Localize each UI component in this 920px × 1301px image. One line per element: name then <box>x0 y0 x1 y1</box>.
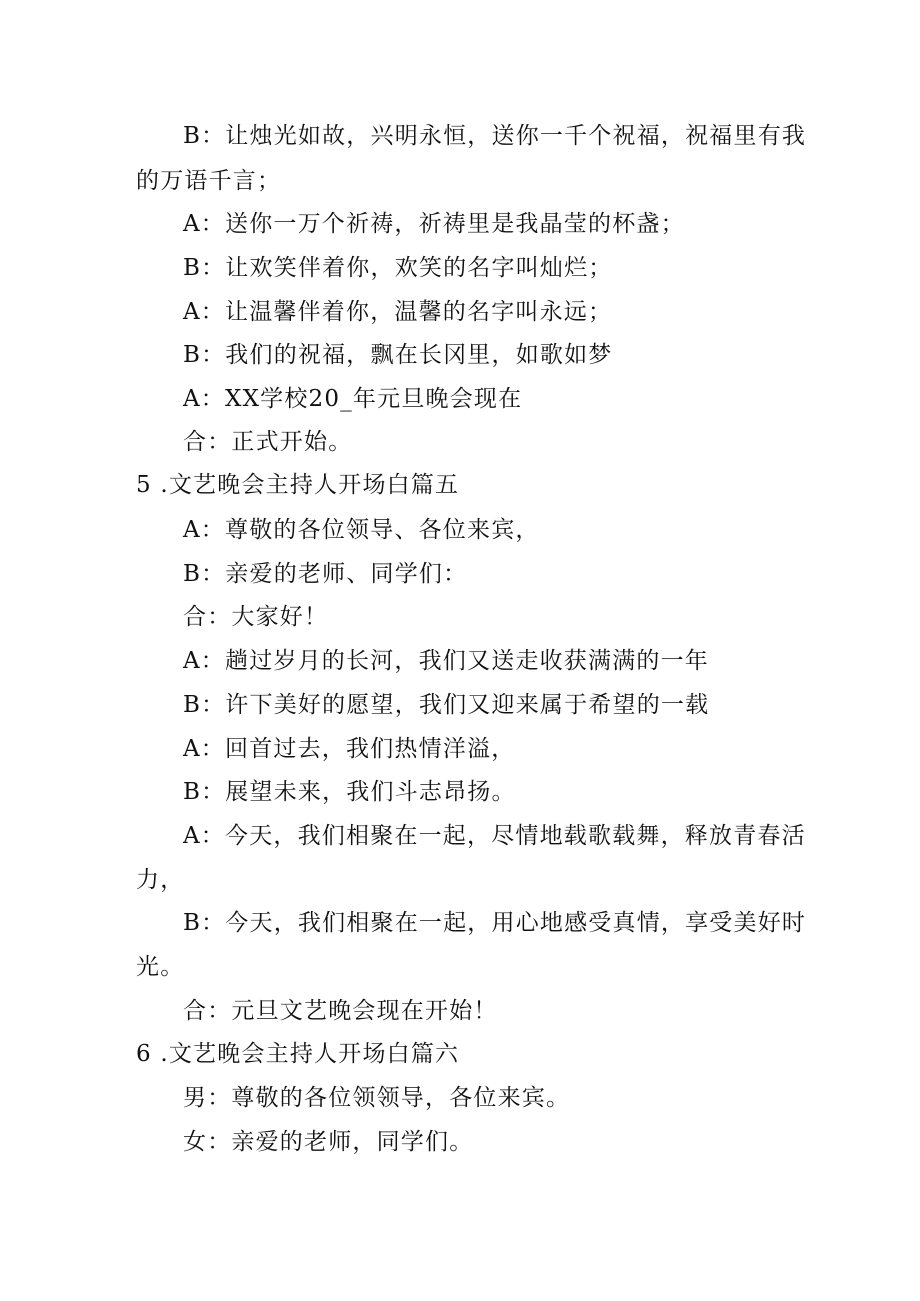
text-line: 合：正式开始。 <box>183 429 353 455</box>
text-line: B：许下美好的愿望，我们又迎来属于希望的一载 <box>183 692 710 718</box>
text-line: B：展望未来，我们斗志昂扬。 <box>183 779 516 805</box>
text-line: A：尊敬的各位领导、各位来宾， <box>183 517 540 543</box>
text-line: B：今天，我们相聚在一起，用心地感受真情，享受美好时 <box>183 910 807 936</box>
text-line: 的万语千言； <box>136 168 282 194</box>
text-line: A：XX学校20_年元旦晚会现在 <box>183 386 523 412</box>
text-line: A：送你一万个祈祷，祈祷里是我晶莹的杯盏； <box>183 211 685 237</box>
text-line: A：趟过岁月的长河，我们又送走收获满满的一年 <box>183 648 710 674</box>
section-heading: 6 .文艺晚会主持人开场白篇六 <box>136 1041 460 1067</box>
section-heading: 5 .文艺晚会主持人开场白篇五 <box>136 472 460 498</box>
text-line: A：让温馨伴着你，温馨的名字叫永远； <box>183 299 613 325</box>
text-line: 光。 <box>136 954 185 980</box>
text-line: 男：尊敬的各位领领导，各位来宾。 <box>183 1085 571 1111</box>
text-line: 合：大家好！ <box>183 604 329 630</box>
text-line: A：今天，我们相聚在一起，尽情地载歌载舞，释放青春活 <box>183 823 806 849</box>
text-line: B：让欢笑伴着你，欢笑的名字叫灿烂； <box>183 255 613 281</box>
text-line: 合：元旦文艺晚会现在开始！ <box>183 998 498 1024</box>
text-line: B：亲爱的老师、同学们： <box>183 561 468 587</box>
text-line: 力， <box>136 867 185 893</box>
text-line: 女：亲爱的老师，同学们。 <box>183 1129 474 1155</box>
text-line: B：让烛光如故，兴明永恒，送你一千个祝福，祝福里有我 <box>183 123 807 149</box>
text-line: B：我们的祝福，飘在长冈里，如歌如梦 <box>183 342 613 368</box>
text-line: A：回首过去，我们热情洋溢， <box>183 736 516 762</box>
